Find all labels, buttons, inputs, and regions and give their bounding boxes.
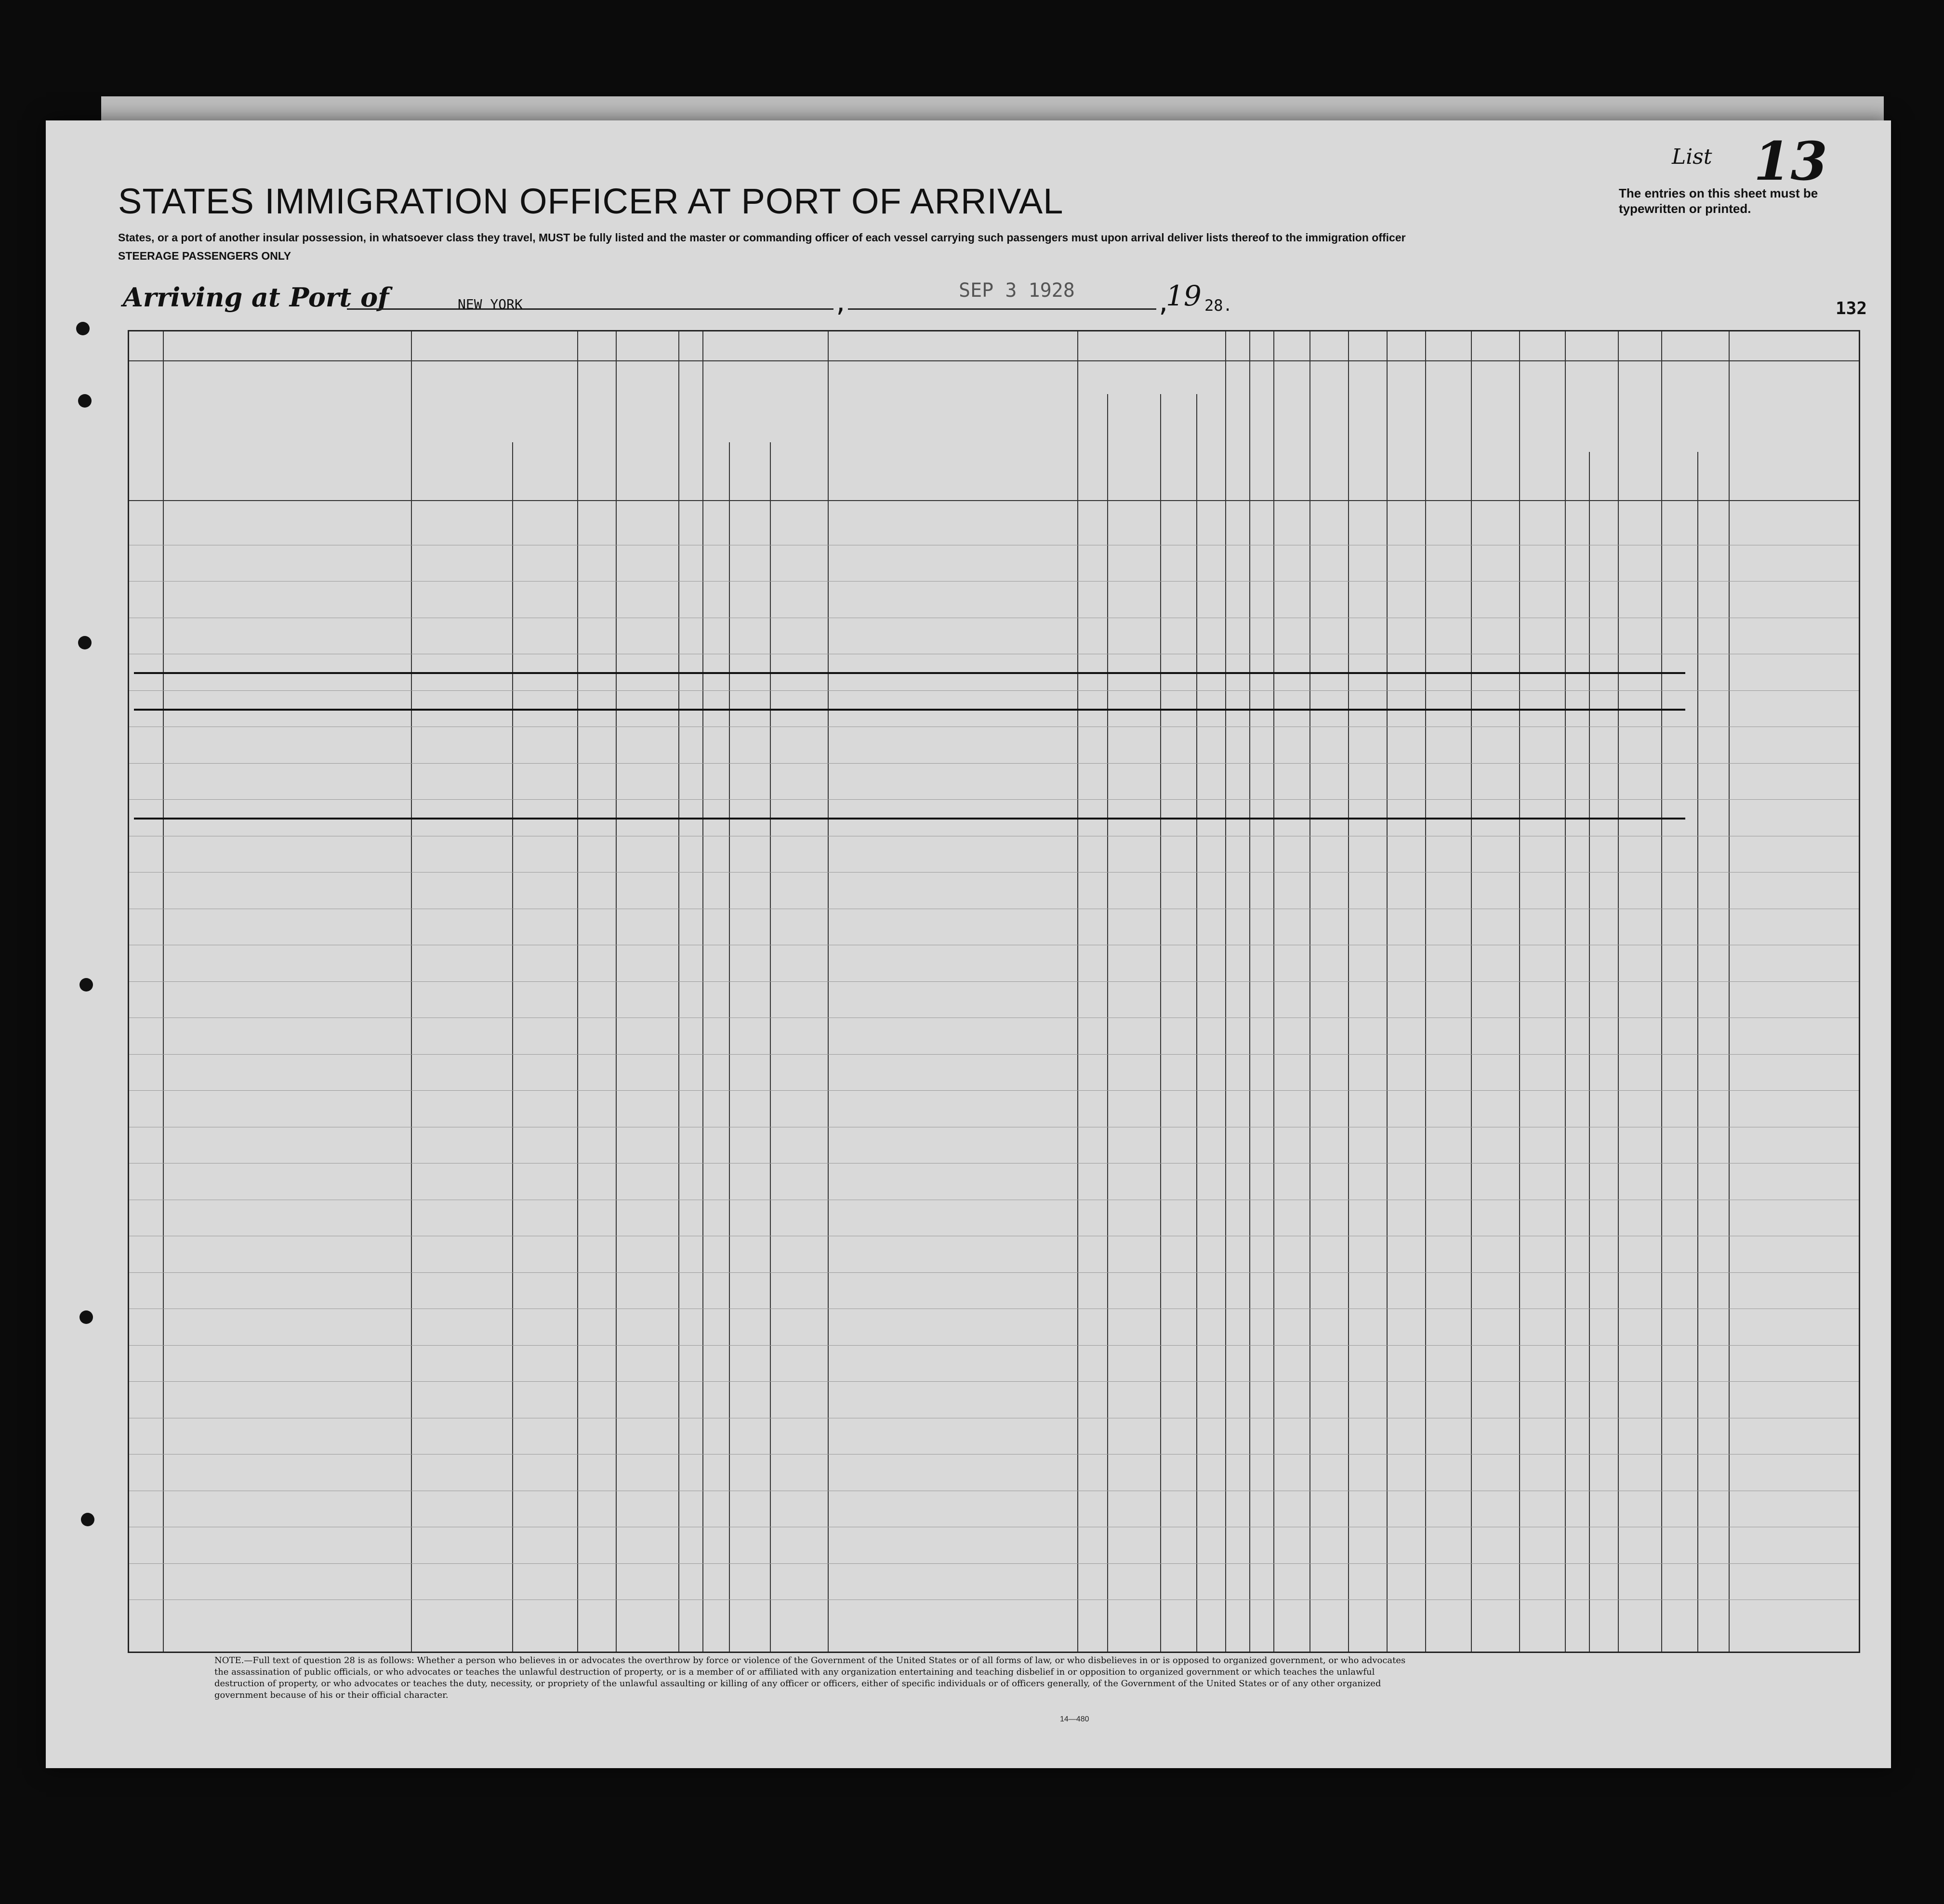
class-note: STEERAGE PASSENGERS ONLY	[118, 250, 291, 262]
row-divider	[129, 1163, 1859, 1164]
column-divider	[1519, 331, 1520, 1652]
column-divider	[1589, 452, 1590, 1652]
column-divider	[163, 331, 164, 1652]
column-divider	[1273, 331, 1274, 1652]
list-note: The entries on this sheet must be typewritten or printed.	[1619, 186, 1818, 216]
column-divider	[828, 331, 829, 1652]
column-divider	[1160, 394, 1161, 1652]
binder-hole	[76, 322, 90, 335]
row-divider	[129, 1381, 1859, 1382]
column-divider	[1729, 331, 1730, 1652]
year-prefix: 19	[1166, 279, 1202, 312]
binder-hole	[78, 636, 92, 649]
row-divider	[129, 690, 1859, 691]
form-number: 14—480	[1060, 1715, 1089, 1723]
port-value: NEW YORK	[458, 296, 523, 312]
column-divider	[1565, 331, 1566, 1652]
column-divider	[1225, 331, 1226, 1652]
column-divider	[1618, 331, 1619, 1652]
header-divider	[129, 360, 1859, 361]
column-divider	[1077, 331, 1078, 1652]
column-divider	[1697, 452, 1698, 1652]
column-divider	[729, 442, 730, 1652]
row-divider	[129, 799, 1859, 800]
footer-note: NOTE.—Full text of question 28 is as follows: Whether a person who believes in or advocates the overthrow by force or violence of the Government of the United States or of all forms of law, or who disbelieves in or is opposed to organized government, or who advocates the assassination of public officials, or who advocates or teaches the unlawful destruction of property, or is a member of or affiliated with any organization entertaining and teaching disbelief in or opposition to organized government or which teaches the unlawful destruction of property, or who advocates or teaches the duty, necessity, or propriety of the unlawful assaulting or killing of any officer or officers, either of specific individuals or of officers generally, of the Government of the United States or of any other organized government because of his or their official character.	[214, 1655, 1406, 1700]
column-divider	[1387, 331, 1388, 1652]
row-divider	[129, 763, 1859, 764]
row-divider	[129, 1054, 1859, 1055]
column-divider	[1425, 331, 1426, 1652]
row-divider	[129, 1563, 1859, 1564]
binder-hole	[79, 978, 93, 992]
strike-line	[134, 818, 1685, 820]
column-divider	[770, 442, 771, 1652]
row-divider	[129, 1272, 1859, 1273]
page-subtitle: States, or a port of another insular possession, in whatsoever class they travel, MUST be fully listed and the master or commanding officer of each vessel carrying such passengers must upon arrival deliver lists thereof to the immigration officer	[118, 231, 1406, 244]
column-divider	[577, 331, 578, 1652]
row-divider	[129, 872, 1859, 873]
date-stamp: SEP 3 1928	[959, 279, 1075, 302]
column-divider	[1309, 331, 1310, 1652]
strike-line	[134, 672, 1685, 674]
column-divider	[1471, 331, 1472, 1652]
binder-hole	[79, 1310, 93, 1324]
column-divider	[1661, 331, 1662, 1652]
column-divider	[1107, 394, 1108, 1652]
column-divider	[1348, 331, 1349, 1652]
row-divider	[129, 981, 1859, 982]
column-divider	[678, 331, 679, 1652]
date-underline	[848, 308, 1156, 310]
year-suffix: 28.	[1204, 296, 1232, 315]
separator-comma: ,	[1156, 289, 1171, 317]
column-divider	[1249, 331, 1250, 1652]
column-divider	[616, 331, 617, 1652]
row-divider	[129, 581, 1859, 582]
column-divider	[1196, 394, 1197, 1652]
manifest-table	[128, 330, 1860, 1653]
list-number: 13	[1754, 130, 1828, 192]
row-divider	[129, 1090, 1859, 1091]
column-divider	[512, 442, 513, 1652]
list-label: List	[1672, 145, 1712, 169]
column-divider	[411, 331, 412, 1652]
page-number: 132	[1836, 299, 1867, 318]
port-underline	[347, 308, 833, 310]
arriving-label: Arriving at Port of	[123, 282, 389, 313]
strike-line	[134, 709, 1685, 711]
row-divider	[129, 1345, 1859, 1346]
binder-hole	[78, 394, 92, 408]
column-divider	[702, 331, 703, 1652]
header-divider	[129, 500, 1859, 501]
separator-comma: ,	[833, 289, 848, 317]
binder-hole	[81, 1513, 94, 1526]
page-title: STATES IMMIGRATION OFFICER AT PORT OF ARRIVAL	[118, 181, 1064, 221]
